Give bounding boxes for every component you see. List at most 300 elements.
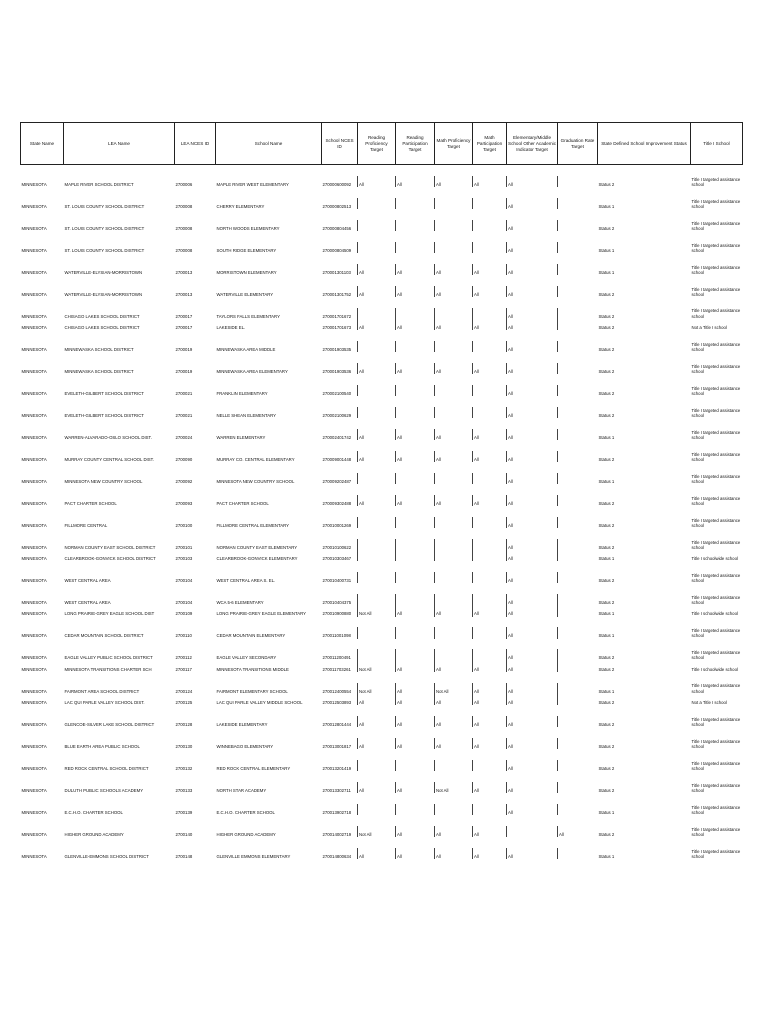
other-academic-indicator-cell: All (507, 649, 558, 660)
spacer-cell (598, 727, 691, 738)
spacer-cell (558, 506, 598, 517)
spacer-cell (175, 749, 216, 760)
math-proficiency-cell: All (435, 661, 473, 672)
spacer-cell (358, 374, 396, 385)
reading-participation-cell: All (396, 782, 435, 793)
spacer-cell (435, 165, 473, 176)
reading-proficiency-cell (358, 198, 396, 209)
spacer-cell (322, 583, 358, 594)
school-name-cell: TAYLORS FALLS ELEMENTARY (216, 313, 280, 319)
spacer-cell (64, 749, 175, 760)
spacer-cell (473, 330, 507, 341)
spacer-row (21, 330, 743, 341)
title-i-cell: Title I targeted assistance school (691, 341, 741, 352)
table-row (21, 848, 743, 859)
graduation-rate-cell (558, 661, 598, 672)
spacer-cell (64, 484, 175, 495)
other-academic-indicator-cell: All (507, 385, 558, 396)
graduation-rate-cell (558, 220, 598, 231)
improvement-status-cell: Status 2 (598, 456, 615, 462)
lea-name-cell: EVELETH-GILBERT SCHOOL DISTRICT (64, 390, 144, 396)
school-nces-id-cell: 270009202487 (322, 478, 352, 484)
spacer-cell (598, 297, 691, 308)
school-name-cell: WARREN ELEMENTARY (216, 434, 266, 440)
title-i-cell: Title I targeted assistance school (691, 782, 741, 793)
spacer-cell (558, 561, 598, 572)
lea-nces-id-cell: 2700024 (175, 434, 193, 440)
improvement-status-cell: Status 1 (598, 688, 615, 694)
math-participation-cell (473, 407, 507, 418)
lea-name-cell: PACT CHARTER SCHOOL (64, 500, 117, 506)
spacer-cell (507, 484, 558, 495)
school-nces-id-cell: 270009302488 (322, 500, 352, 506)
spacer-cell (175, 528, 216, 539)
improvement-status-cell: Status 2 (598, 500, 615, 506)
lea-name-cell: MINNEWASKA SCHOOL DISTRICT (64, 346, 134, 352)
improvement-status-cell: Status 2 (598, 181, 615, 187)
table-row (21, 341, 743, 352)
reading-participation-cell: All (396, 826, 435, 837)
improvement-status-cell: Status 2 (598, 765, 615, 771)
reading-proficiency-cell: All (358, 429, 396, 440)
spacer-cell (396, 727, 435, 738)
improvement-status-cell: Status 2 (598, 346, 615, 352)
math-participation-cell: All (473, 683, 507, 694)
state-cell: MINNESOTA (21, 578, 47, 584)
reading-participation-cell (396, 594, 435, 605)
title-i-cell: Title I schoolwide school (691, 556, 738, 562)
improvement-status-cell: Status 2 (598, 721, 615, 727)
reading-participation-cell (396, 572, 435, 583)
school-name-cell: SOUTH RIDGE ELEMENTARY (216, 247, 277, 253)
table-row (21, 308, 743, 319)
improvement-status-cell: Status 2 (598, 666, 615, 672)
reading-proficiency-cell (358, 804, 396, 815)
other-academic-indicator-cell: All (507, 517, 558, 528)
table-row (21, 605, 743, 616)
spacer-cell (358, 749, 396, 760)
school-name-cell: LAKESIDE ELEMENTARY (216, 721, 268, 727)
state-cell: MINNESOTA (21, 556, 47, 562)
title-i-cell: Title I targeted assistance school (691, 473, 741, 484)
school-name-cell: CEDAR MOUNTAIN ELEMENTARY (216, 633, 286, 639)
math-proficiency-cell: All (435, 319, 473, 330)
reading-participation-cell: All (396, 286, 435, 297)
school-nces-id-cell: 270009001448 (322, 456, 352, 462)
spacer-cell (396, 617, 435, 628)
spacer-cell (598, 617, 691, 628)
spacer-cell (21, 705, 64, 716)
school-nces-id-cell: 270011200491 (322, 655, 351, 661)
spacer-cell (598, 253, 691, 264)
improvement-status-cell: Status 2 (598, 225, 615, 231)
spacer-cell (358, 297, 396, 308)
spacer-cell (396, 418, 435, 429)
math-proficiency-cell (435, 760, 473, 771)
spacer-cell (64, 639, 175, 650)
other-academic-indicator-cell: All (507, 594, 558, 605)
school-name-cell: LAKESIDE EL. (216, 324, 246, 330)
title-i-cell: Title I targeted assistance school (691, 451, 741, 462)
graduation-rate-cell (558, 605, 598, 616)
reading-participation-cell (396, 385, 435, 396)
state-cell: MINNESOTA (21, 346, 47, 352)
spacer-cell (358, 793, 396, 804)
header-improvement-status: State Defined School Improvement Status (598, 123, 691, 165)
title-i-cell: Title I targeted assistance school (691, 220, 741, 231)
math-participation-cell (473, 539, 507, 550)
lea-name-cell: MINNEWASKA SCHOOL DISTRICT (64, 368, 134, 374)
spacer-cell (396, 352, 435, 363)
reading-participation-cell (396, 341, 435, 352)
school-name-cell: WATERVILLE ELEMENTARY (216, 291, 274, 297)
spacer-cell (175, 352, 216, 363)
lea-name-cell: WATERVILLE-ELYSIAN-MORRISTOWN (64, 269, 143, 275)
math-proficiency-cell (435, 341, 473, 352)
reading-proficiency-cell: All (358, 716, 396, 727)
graduation-rate-cell (558, 627, 598, 638)
school-name-cell: MINNESOTA NEW COUNTRY SCHOOL (216, 478, 295, 484)
school-name-cell: RED ROCK CENTRAL ELEMENTARY (216, 765, 291, 771)
header-state-name: State Name (21, 123, 64, 165)
lea-nces-id-cell: 2700021 (175, 412, 193, 418)
spacer-cell (473, 727, 507, 738)
math-participation-cell (473, 572, 507, 583)
lea-nces-id-cell: 2700133 (175, 787, 193, 793)
school-nces-id-cell: 270010404375 (322, 600, 352, 606)
reading-proficiency-cell: All (358, 319, 396, 330)
title-i-cell: Title I targeted assistance school (691, 650, 741, 661)
lea-name-cell: ST. LOUIS COUNTY SCHOOL DISTRICT (64, 225, 145, 231)
spacer-cell (216, 374, 322, 385)
spacer-cell (322, 793, 358, 804)
spacer-cell (396, 297, 435, 308)
lea-nces-id-cell: 2700104 (175, 600, 193, 606)
state-cell: MINNESOTA (21, 434, 47, 440)
math-proficiency-cell (435, 627, 473, 638)
spacer-cell (396, 165, 435, 176)
spacer-cell (64, 209, 175, 220)
spacer-row (21, 253, 743, 264)
math-proficiency-cell: All (435, 495, 473, 506)
spacer-cell (396, 639, 435, 650)
improvement-status-cell: Status 2 (598, 368, 615, 374)
spacer-row (21, 275, 743, 286)
math-participation-cell (473, 627, 507, 638)
spacer-cell (64, 583, 175, 594)
header-lea-nces-id: LEA NCES ID (175, 123, 216, 165)
lea-nces-id-cell: 2700019 (175, 346, 193, 352)
spacer-cell (216, 330, 322, 341)
school-nces-id-cell: 270012400554 (322, 688, 352, 694)
improvement-status-cell: Status 1 (598, 478, 615, 484)
reading-proficiency-cell (358, 760, 396, 771)
spacer-cell (21, 771, 64, 782)
math-participation-cell (473, 804, 507, 815)
spacer-cell (558, 793, 598, 804)
school-name-cell: FRANKLIN ELEMENTARY (216, 390, 268, 396)
improvement-status-cell: Status 2 (598, 699, 615, 705)
spacer-cell (322, 561, 358, 572)
header-school-name: School Name (216, 123, 322, 165)
title-i-cell: Title I targeted assistance school (691, 826, 741, 837)
title-i-cell: Title I targeted assistance school (691, 683, 741, 694)
lea-name-cell: MINNESOTA TRANSITIONS CHARTER SCH (64, 666, 152, 672)
lea-name-cell: LONG PRAIRIE-GREY EAGLE SCHOOL DIST (64, 611, 155, 617)
spacer-cell (396, 209, 435, 220)
spacer-cell (322, 749, 358, 760)
improvement-status-cell: Status 1 (598, 633, 615, 639)
lea-name-cell: E.C.H.O. CHARTER SCHOOL (64, 809, 123, 815)
improvement-status-cell: Status 2 (598, 787, 615, 793)
spacer-cell (558, 418, 598, 429)
lea-nces-id-cell: 2700124 (175, 688, 193, 694)
lea-name-cell: RED ROCK CENTRAL SCHOOL DISTRICT (64, 765, 149, 771)
lea-name-cell: HIGHER GROUND ACADEMY (64, 831, 124, 837)
spacer-row (21, 583, 743, 594)
spacer-cell (598, 771, 691, 782)
math-proficiency-cell (435, 550, 473, 561)
spacer-cell (558, 396, 598, 407)
school-nces-id-cell: 270001301103 (322, 269, 351, 275)
spacer-cell (175, 275, 216, 286)
spacer-cell (175, 837, 216, 848)
table-row (21, 264, 743, 275)
title-i-cell: Title I targeted assistance school (691, 385, 741, 396)
school-name-cell: MINNEWASKA AREA ELEMENTARY (216, 368, 288, 374)
improvement-status-cell: Status 1 (598, 853, 615, 859)
lea-nces-id-cell: 2700100 (175, 522, 193, 528)
reading-proficiency-cell: All (358, 451, 396, 462)
spacer-cell (322, 352, 358, 363)
reading-participation-cell: All (396, 429, 435, 440)
spacer-cell (322, 727, 358, 738)
spacer-cell (322, 506, 358, 517)
spacer-row (21, 506, 743, 517)
spacer-cell (473, 528, 507, 539)
spacer-cell (64, 275, 175, 286)
school-name-cell: FAIRMONT ELEMENTARY SCHOOL (216, 688, 288, 694)
spacer-cell (396, 793, 435, 804)
spacer-cell (435, 187, 473, 198)
math-participation-cell: All (473, 363, 507, 374)
reading-proficiency-cell: Not All (358, 826, 396, 837)
spacer-cell (473, 793, 507, 804)
title-i-cell: Title I targeted assistance school (691, 804, 741, 815)
math-participation-cell: All (473, 495, 507, 506)
spacer-cell (21, 583, 64, 594)
reading-participation-cell: All (396, 694, 435, 705)
school-nces-id-cell: 270011703261 (322, 666, 351, 672)
school-name-cell: WEST CENTRAL AREA S. EL. (216, 578, 276, 584)
lea-name-cell: ST. LOUIS COUNTY SCHOOL DISTRICT (64, 203, 145, 209)
reading-participation-cell: All (396, 363, 435, 374)
math-participation-cell: All (473, 319, 507, 330)
reading-proficiency-cell (358, 649, 396, 660)
school-nces-id-cell: 270013302711 (322, 787, 351, 793)
spacer-cell (558, 253, 598, 264)
table-row (21, 649, 743, 660)
math-proficiency-cell: All (435, 264, 473, 275)
graduation-rate-cell (558, 407, 598, 418)
spacer-cell (598, 484, 691, 495)
spacer-cell (21, 506, 64, 517)
table-row (21, 539, 743, 550)
spacer-cell (507, 440, 558, 451)
spacer-cell (473, 297, 507, 308)
spacer-cell (473, 837, 507, 848)
spacer-cell (598, 528, 691, 539)
table-row (21, 572, 743, 583)
graduation-rate-cell (558, 848, 598, 859)
reading-proficiency-cell (358, 572, 396, 583)
reading-participation-cell: All (396, 495, 435, 506)
spacer-cell (435, 506, 473, 517)
spacer-cell (435, 352, 473, 363)
math-proficiency-cell (435, 804, 473, 815)
spacer-cell (216, 352, 322, 363)
spacer-cell (175, 297, 216, 308)
spacer-cell (64, 462, 175, 473)
spacer-cell (322, 837, 358, 848)
spacer-cell (507, 275, 558, 286)
other-academic-indicator-cell: All (507, 242, 558, 253)
spacer-row (21, 771, 743, 782)
spacer-cell (473, 771, 507, 782)
spacer-cell (473, 705, 507, 716)
spacer-cell (21, 330, 64, 341)
spacer-cell (216, 639, 322, 650)
spacer-cell (322, 617, 358, 628)
spacer-cell (473, 561, 507, 572)
spacer-cell (507, 749, 558, 760)
spacer-cell (598, 672, 691, 683)
spacer-cell (322, 396, 358, 407)
math-participation-cell (473, 760, 507, 771)
spacer-cell (216, 506, 322, 517)
school-name-cell: MINNESOTA TRANSITIONS MIDDLE (216, 666, 289, 672)
spacer-cell (558, 440, 598, 451)
title-i-cell: Title I targeted assistance school (691, 760, 741, 771)
spacer-cell (598, 583, 691, 594)
math-proficiency-cell: All (435, 826, 473, 837)
math-proficiency-cell: All (435, 694, 473, 705)
spacer-cell (64, 374, 175, 385)
spacer-cell (64, 705, 175, 716)
spacer-row (21, 352, 743, 363)
spacer-cell (175, 209, 216, 220)
spacer-cell (507, 297, 558, 308)
spacer-row (21, 561, 743, 572)
spacer-cell (558, 165, 598, 176)
graduation-rate-cell (558, 363, 598, 374)
lea-name-cell: EVELETH-GILBERT SCHOOL DISTRICT (64, 412, 144, 418)
spacer-row (21, 793, 743, 804)
other-academic-indicator-cell: All (507, 716, 558, 727)
spacer-cell (175, 793, 216, 804)
spacer-cell (598, 209, 691, 220)
table-row (21, 683, 743, 694)
school-nces-id-cell: 270012801444 (322, 721, 352, 727)
graduation-rate-cell (558, 319, 598, 330)
school-name-cell: PACT CHARTER SCHOOL (216, 500, 269, 506)
table-row (21, 407, 743, 418)
reading-participation-cell: All (396, 738, 435, 749)
spacer-cell (21, 749, 64, 760)
spacer-row (21, 374, 743, 385)
spacer-cell (175, 330, 216, 341)
spacer-cell (435, 771, 473, 782)
math-participation-cell: All (473, 286, 507, 297)
spacer-cell (473, 440, 507, 451)
spacer-cell (216, 440, 322, 451)
improvement-status-cell: Status 1 (598, 611, 615, 617)
spacer-cell (322, 418, 358, 429)
lea-nces-id-cell: 2700090 (175, 456, 193, 462)
table-row (21, 451, 743, 462)
math-participation-cell: All (473, 429, 507, 440)
spacer-cell (21, 837, 64, 848)
spacer-cell (598, 749, 691, 760)
reading-proficiency-cell: Not All (358, 605, 396, 616)
spacer-cell (64, 771, 175, 782)
reading-proficiency-cell: Not All (358, 661, 396, 672)
reading-proficiency-cell (358, 385, 396, 396)
header-math-participation: Math Participation Target (473, 123, 507, 165)
spacer-cell (396, 462, 435, 473)
math-proficiency-cell: All (435, 451, 473, 462)
title-i-cell: Title I targeted assistance school (691, 738, 741, 749)
spacer-cell (558, 837, 598, 848)
spacer-cell (64, 231, 175, 242)
spacer-row (21, 705, 743, 716)
lea-name-cell: EAGLE VALLEY PUBLIC SCHOOL DISTRICT (64, 655, 153, 661)
table-row (21, 363, 743, 374)
table-row (21, 198, 743, 209)
spacer-cell (322, 231, 358, 242)
math-proficiency-cell (435, 385, 473, 396)
lea-nces-id-cell: 2700019 (175, 368, 193, 374)
school-name-cell: MAPLE RIVER WEST ELEMENTARY (216, 181, 289, 187)
lea-nces-id-cell: 2700132 (175, 765, 193, 771)
lea-nces-id-cell: 2700130 (175, 743, 193, 749)
state-cell: MINNESOTA (21, 831, 47, 837)
spacer-cell (435, 440, 473, 451)
school-name-cell: EAGLE VALLEY SECONDARY (216, 655, 277, 661)
spacer-cell (21, 165, 64, 176)
spacer-cell (64, 506, 175, 517)
spacer-cell (216, 749, 322, 760)
lea-nces-id-cell: 2700128 (175, 721, 193, 727)
spacer-cell (21, 187, 64, 198)
title-i-cell: Not a Title I school (691, 324, 727, 330)
reading-participation-cell: All (396, 319, 435, 330)
lea-nces-id-cell: 2700109 (175, 611, 193, 617)
spacer-cell (21, 418, 64, 429)
school-name-cell: WINNEBAGO ELEMENTARY (216, 743, 274, 749)
graduation-rate-cell (558, 308, 598, 319)
spacer-cell (598, 462, 691, 473)
spacer-cell (435, 837, 473, 848)
lea-name-cell: WATERVILLE-ELYSIAN-MORRISTOWN (64, 291, 143, 297)
spacer-cell (21, 462, 64, 473)
spacer-cell (64, 793, 175, 804)
spacer-cell (64, 672, 175, 683)
school-targets-table (20, 122, 743, 859)
spacer-cell (322, 165, 358, 176)
spacer-cell (175, 672, 216, 683)
spacer-cell (175, 506, 216, 517)
